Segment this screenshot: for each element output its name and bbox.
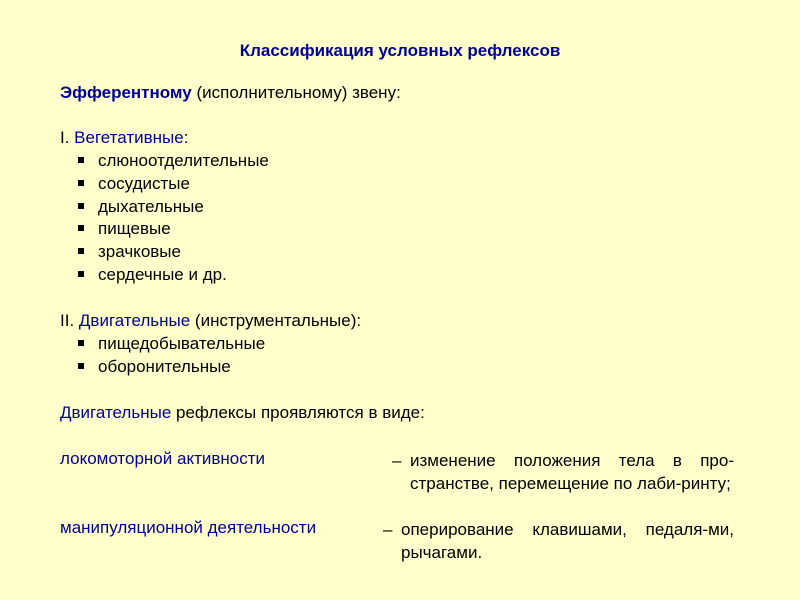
definition-dash: – (383, 520, 393, 539)
list-item-label: оборонительные (98, 357, 231, 376)
group2-name: Двигательные (78, 311, 191, 330)
group1-suffix: : (183, 128, 189, 147)
intro-emphasis: Эфферентному (60, 83, 192, 102)
group1-name: Вегетативные (74, 128, 184, 147)
bullet-square-icon (78, 363, 84, 369)
bullet-square-icon (78, 180, 84, 186)
definition-term-manipulation: манипуляционной деятельности (60, 518, 317, 537)
group2-numeral: II. (60, 311, 79, 330)
list-item-label: сердечные и др. (98, 265, 227, 284)
bullet-square-icon (78, 203, 84, 209)
group1-numeral: I. (60, 128, 75, 147)
motor-emphasis: Двигательные (60, 403, 172, 422)
bullet-square-icon (78, 248, 84, 254)
group2-heading (60, 311, 361, 331)
definition-term-locomotor: локомоторной активности (60, 449, 266, 468)
bullet-square-icon (78, 225, 84, 231)
bullet-square-icon (78, 271, 84, 277)
motor-rest: рефлексы проявляются в виде: (171, 403, 425, 422)
list-item (78, 242, 181, 262)
intro-rest: (исполнительному) звену: (191, 83, 401, 102)
definition-text-manipulation (383, 518, 734, 564)
bullet-square-icon (78, 340, 84, 346)
group2-suffix: (инструментальные): (190, 311, 362, 330)
list-item (78, 265, 227, 285)
definition-dash: – (392, 451, 402, 470)
list-item-label: дыхательные (98, 197, 204, 216)
page-title: Классификация условных рефлексов (239, 41, 561, 60)
list-item-label: пищевые (98, 219, 171, 238)
motor-heading (60, 403, 425, 423)
definition-body: изменение положения тела в про-странстве, перемещение по лаби-ринту; (410, 451, 734, 493)
definition-body: оперирование клавишами, педаля-ми, рычагами. (401, 520, 734, 562)
definition-text-locomotor (392, 449, 734, 495)
list-item (78, 174, 190, 194)
list-item (78, 197, 204, 217)
intro-line (60, 83, 401, 103)
list-item (78, 151, 269, 171)
list-item-label: зрачковые (98, 242, 181, 261)
list-item (78, 219, 171, 239)
list-item (78, 334, 265, 354)
group1-heading (60, 128, 188, 148)
list-item-label: пищедобывательные (98, 334, 266, 353)
list-item-label: сосудистые (98, 174, 190, 193)
bullet-square-icon (78, 157, 84, 163)
list-item (78, 357, 231, 377)
list-item-label: слюноотделительные (98, 151, 269, 170)
